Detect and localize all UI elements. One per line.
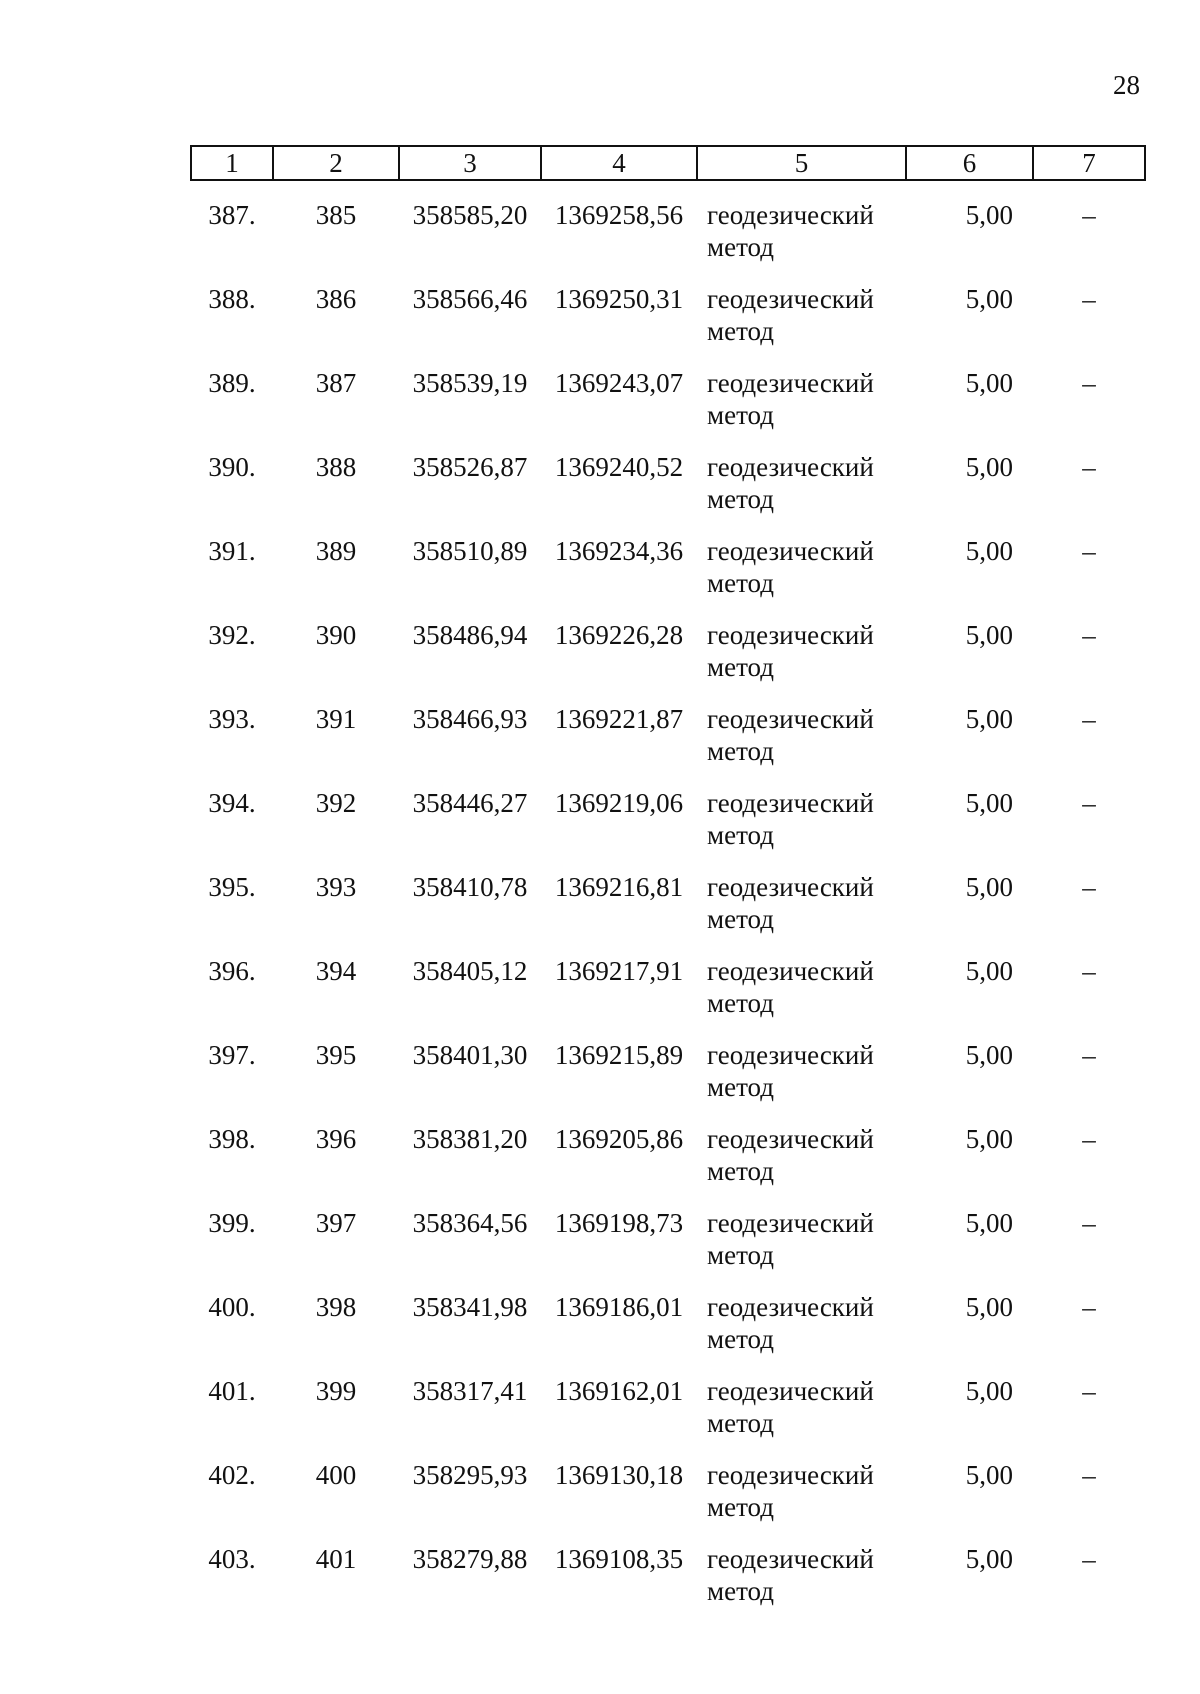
point-number-cell: 390 <box>315 620 357 650</box>
extra-cell: – <box>1082 536 1096 566</box>
row-number-cell: 397. <box>208 1040 256 1070</box>
page-number: 28 <box>1113 70 1140 100</box>
method-line-1: геодезический <box>707 200 874 230</box>
y-coordinate-cell: 1369215,89 <box>554 1040 684 1070</box>
point-number-cell: 385 <box>315 200 357 230</box>
accuracy-cell: 5,00 <box>965 452 1013 482</box>
y-coordinate-cell: 1369240,52 <box>554 452 684 482</box>
table-row <box>191 787 1145 871</box>
table-row <box>191 451 1145 535</box>
accuracy-cell: 5,00 <box>965 368 1013 398</box>
method-line-1: геодезический <box>707 872 874 902</box>
method-line-2: метод <box>707 232 774 262</box>
method-line-2: метод <box>707 652 774 682</box>
extra-cell: – <box>1082 452 1096 482</box>
method-line-2: метод <box>707 904 774 934</box>
accuracy-cell: 5,00 <box>965 956 1013 986</box>
accuracy-cell: 5,00 <box>965 200 1013 230</box>
header-cell-2: 2 <box>273 146 399 180</box>
extra-cell: – <box>1082 620 1096 650</box>
table-row <box>191 1039 1145 1123</box>
table-row <box>191 1291 1145 1375</box>
extra-cell: – <box>1082 956 1096 986</box>
header-cell-6: 6 <box>906 146 1033 180</box>
x-coordinate-cell: 358526,87 <box>412 452 528 482</box>
extra-cell: – <box>1082 284 1096 314</box>
x-coordinate-cell: 358539,19 <box>412 368 528 398</box>
method-line-2: метод <box>707 1240 774 1270</box>
accuracy-cell: 5,00 <box>965 872 1013 902</box>
point-number-cell: 397 <box>315 1208 357 1238</box>
row-number-cell: 389. <box>208 368 256 398</box>
method-line-2: метод <box>707 988 774 1018</box>
extra-cell: – <box>1082 788 1096 818</box>
accuracy-cell: 5,00 <box>965 704 1013 734</box>
method-line-2: метод <box>707 484 774 514</box>
method-line-1: геодезический <box>707 1208 874 1238</box>
method-line-2: метод <box>707 820 774 850</box>
extra-cell: – <box>1082 1124 1096 1154</box>
row-number-cell: 403. <box>208 1544 256 1574</box>
x-coordinate-cell: 358341,98 <box>412 1292 528 1322</box>
table-row <box>191 703 1145 787</box>
accuracy-cell: 5,00 <box>965 1460 1013 1490</box>
point-number-cell: 394 <box>315 956 357 986</box>
point-number-cell: 399 <box>315 1376 357 1406</box>
y-coordinate-cell: 1369243,07 <box>554 368 684 398</box>
row-number-cell: 393. <box>208 704 256 734</box>
row-number-cell: 387. <box>208 200 256 230</box>
extra-cell: – <box>1082 1460 1096 1490</box>
extra-cell: – <box>1082 368 1096 398</box>
x-coordinate-cell: 358466,93 <box>412 704 528 734</box>
row-number-cell: 388. <box>208 284 256 314</box>
method-cell <box>697 955 906 1039</box>
header-cell-4: 4 <box>541 146 697 180</box>
accuracy-cell: 5,00 <box>965 536 1013 566</box>
x-coordinate-cell: 358410,78 <box>412 872 528 902</box>
y-coordinate-cell: 1369234,36 <box>554 536 684 566</box>
method-cell <box>697 619 906 703</box>
point-number-cell: 393 <box>315 872 357 902</box>
method-line-2: метод <box>707 1576 774 1606</box>
row-number-cell: 392. <box>208 620 256 650</box>
y-coordinate-cell: 1369258,56 <box>554 200 684 230</box>
row-number-cell: 402. <box>208 1460 256 1490</box>
method-line-1: геодезический <box>707 704 874 734</box>
method-line-1: геодезический <box>707 1544 874 1574</box>
y-coordinate-cell: 1369217,91 <box>554 956 684 986</box>
accuracy-cell: 5,00 <box>965 788 1013 818</box>
y-coordinate-cell: 1369226,28 <box>554 620 684 650</box>
x-coordinate-cell: 358405,12 <box>412 956 528 986</box>
accuracy-cell: 5,00 <box>965 1208 1013 1238</box>
row-number-cell: 391. <box>208 536 256 566</box>
table-row <box>191 619 1145 703</box>
table-row <box>191 199 1145 283</box>
method-cell <box>697 283 906 367</box>
table-row <box>191 283 1145 367</box>
y-coordinate-cell: 1369186,01 <box>554 1292 684 1322</box>
row-number-cell: 398. <box>208 1124 256 1154</box>
method-line-2: метод <box>707 316 774 346</box>
x-coordinate-cell: 358279,88 <box>412 1544 528 1574</box>
x-coordinate-cell: 358364,56 <box>412 1208 528 1238</box>
x-coordinate-cell: 358566,46 <box>412 284 528 314</box>
method-cell <box>697 1123 906 1207</box>
row-number-cell: 395. <box>208 872 256 902</box>
method-line-1: геодезический <box>707 368 874 398</box>
method-line-2: метод <box>707 400 774 430</box>
method-line-1: геодезический <box>707 788 874 818</box>
method-cell <box>697 1543 906 1627</box>
method-line-2: метод <box>707 568 774 598</box>
extra-cell: – <box>1082 872 1096 902</box>
accuracy-cell: 5,00 <box>965 1544 1013 1574</box>
method-cell <box>697 1039 906 1123</box>
row-number-cell: 400. <box>208 1292 256 1322</box>
method-line-1: геодезический <box>707 284 874 314</box>
point-number-cell: 398 <box>315 1292 357 1322</box>
table-row <box>191 367 1145 451</box>
point-number-cell: 389 <box>315 536 357 566</box>
method-line-2: метод <box>707 736 774 766</box>
accuracy-cell: 5,00 <box>965 1040 1013 1070</box>
point-number-cell: 387 <box>315 368 357 398</box>
table-row <box>191 1543 1145 1627</box>
x-coordinate-cell: 358585,20 <box>412 200 528 230</box>
row-number-cell: 399. <box>208 1208 256 1238</box>
method-line-2: метод <box>707 1324 774 1354</box>
extra-cell: – <box>1082 1292 1096 1322</box>
row-number-cell: 396. <box>208 956 256 986</box>
table-row <box>191 871 1145 955</box>
table-row <box>191 535 1145 619</box>
y-coordinate-cell: 1369219,06 <box>554 788 684 818</box>
table-body <box>191 180 1145 1627</box>
method-line-1: геодезический <box>707 452 874 482</box>
table-row <box>191 1375 1145 1459</box>
coordinates-table <box>190 145 1146 1627</box>
x-coordinate-cell: 358510,89 <box>412 536 528 566</box>
extra-cell: – <box>1082 1208 1096 1238</box>
method-cell <box>697 1207 906 1291</box>
y-coordinate-cell: 1369198,73 <box>554 1208 684 1238</box>
header-cell-1: 1 <box>191 146 273 180</box>
row-number-cell: 394. <box>208 788 256 818</box>
method-cell <box>697 1375 906 1459</box>
method-cell <box>697 787 906 871</box>
table-row <box>191 955 1145 1039</box>
method-cell <box>697 1459 906 1543</box>
extra-cell: – <box>1082 1040 1096 1070</box>
point-number-cell: 388 <box>315 452 357 482</box>
extra-cell: – <box>1082 1544 1096 1574</box>
row-number-cell: 401. <box>208 1376 256 1406</box>
method-cell <box>697 871 906 955</box>
extra-cell: – <box>1082 1376 1096 1406</box>
x-coordinate-cell: 358401,30 <box>412 1040 528 1070</box>
y-coordinate-cell: 1369162,01 <box>554 1376 684 1406</box>
point-number-cell: 400 <box>315 1460 357 1490</box>
x-coordinate-cell: 358295,93 <box>412 1460 528 1490</box>
y-coordinate-cell: 1369108,35 <box>554 1544 684 1574</box>
x-coordinate-cell: 358446,27 <box>412 788 528 818</box>
method-line-1: геодезический <box>707 1460 874 1490</box>
y-coordinate-cell: 1369216,81 <box>554 872 684 902</box>
extra-cell: – <box>1082 200 1096 230</box>
method-cell <box>697 451 906 535</box>
header-cell-7: 7 <box>1033 146 1145 180</box>
method-cell <box>697 199 906 283</box>
x-coordinate-cell: 358486,94 <box>412 620 528 650</box>
table-header <box>191 146 1145 180</box>
header-row <box>191 146 1145 180</box>
point-number-cell: 401 <box>315 1544 357 1574</box>
method-line-2: метод <box>707 1156 774 1186</box>
method-line-1: геодезический <box>707 536 874 566</box>
accuracy-cell: 5,00 <box>965 1292 1013 1322</box>
x-coordinate-cell: 358381,20 <box>412 1124 528 1154</box>
accuracy-cell: 5,00 <box>965 284 1013 314</box>
method-line-2: метод <box>707 1492 774 1522</box>
header-cell-5: 5 <box>697 146 906 180</box>
header-gap <box>191 180 1145 199</box>
method-line-1: геодезический <box>707 620 874 650</box>
method-line-1: геодезический <box>707 1124 874 1154</box>
x-coordinate-cell: 358317,41 <box>412 1376 528 1406</box>
point-number-cell: 395 <box>315 1040 357 1070</box>
point-number-cell: 386 <box>315 284 357 314</box>
header-cell-3: 3 <box>399 146 541 180</box>
point-number-cell: 392 <box>315 788 357 818</box>
method-line-1: геодезический <box>707 1376 874 1406</box>
method-cell <box>697 367 906 451</box>
accuracy-cell: 5,00 <box>965 1376 1013 1406</box>
method-cell <box>697 1291 906 1375</box>
y-coordinate-cell: 1369205,86 <box>554 1124 684 1154</box>
table-row <box>191 1459 1145 1543</box>
table-row <box>191 1207 1145 1291</box>
method-cell <box>697 535 906 619</box>
method-line-1: геодезический <box>707 1040 874 1070</box>
y-coordinate-cell: 1369250,31 <box>554 284 684 314</box>
method-line-2: метод <box>707 1072 774 1102</box>
accuracy-cell: 5,00 <box>965 620 1013 650</box>
method-line-1: геодезический <box>707 956 874 986</box>
y-coordinate-cell: 1369130,18 <box>554 1460 684 1490</box>
point-number-cell: 391 <box>315 704 357 734</box>
method-cell <box>697 703 906 787</box>
point-number-cell: 396 <box>315 1124 357 1154</box>
extra-cell: – <box>1082 704 1096 734</box>
row-number-cell: 390. <box>208 452 256 482</box>
accuracy-cell: 5,00 <box>965 1124 1013 1154</box>
table-row <box>191 1123 1145 1207</box>
method-line-1: геодезический <box>707 1292 874 1322</box>
y-coordinate-cell: 1369221,87 <box>554 704 684 734</box>
method-line-2: метод <box>707 1408 774 1438</box>
